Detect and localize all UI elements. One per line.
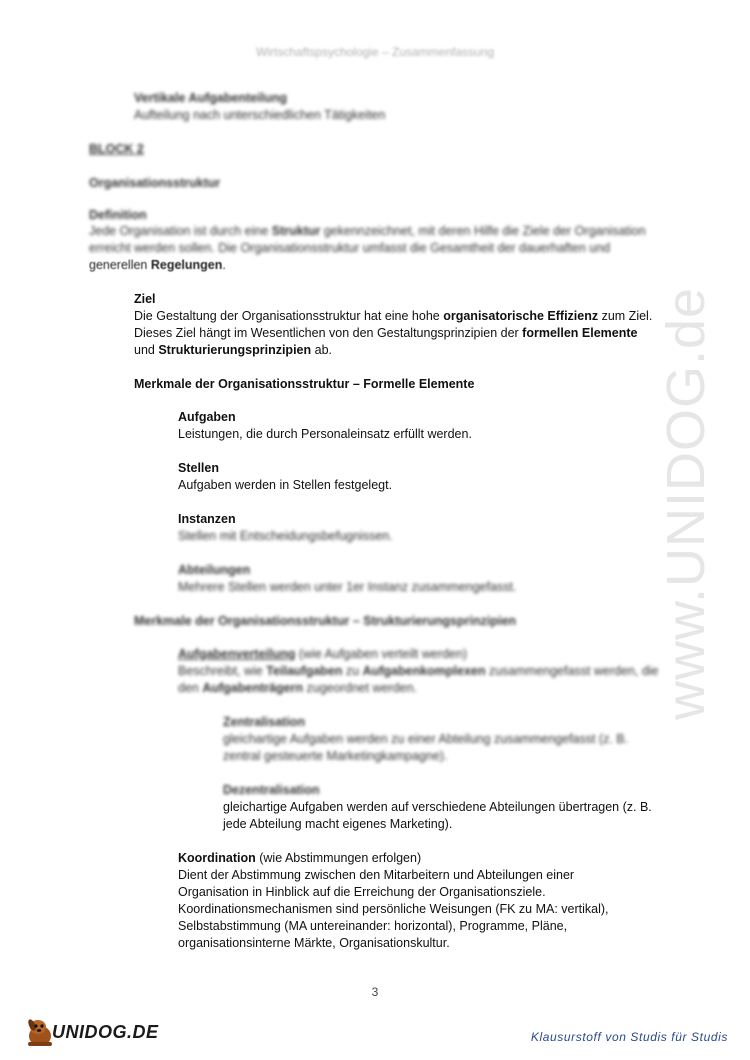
logo-text: UNIDOG.DE [52,1022,159,1042]
formell-heading: Merkmale der Organisationsstruktur – Formelle Elemente [134,377,475,391]
koordination-line-5: organisationsinterne Märkte, Organisationskultur. [178,936,450,950]
abteilungen-text: Mehrere Stellen werden unter 1er Instanz zusammengefasst. [178,580,517,594]
koordination-heading: Koordination (wie Abstimmungen erfolgen) [178,851,422,865]
definition-line-3: generellen Regelungen. [89,258,226,272]
aufgaben-text: Leistungen, die durch Personaleinsatz erfüllt werden. [178,427,472,441]
dezentralisation-line-2: jede Abteilung macht eigenes Marketing). [223,817,453,831]
instanzen-text: Stellen mit Entscheidungsbefugnissen. [178,529,393,543]
koordination-line-3: Koordinationsmechanismen sind persönliche Weisungen (FK zu MA: vertikal), [178,902,609,916]
org-heading: Organisationsstruktur [89,176,221,190]
zentralisation-line-1: gleichartige Aufgaben werden zu einer Abteilung zusammengefasst (z. B. [223,732,629,746]
aufgaben-heading: Aufgaben [178,410,236,424]
block-label: BLOCK 2 [89,142,144,156]
ziel-line-3: und Strukturierungsprinzipien ab. [134,343,332,357]
vertikal-text: Aufteilung nach unterschiedlichen Tätigkeiten [134,108,386,122]
koordination-line-2: Organisation in Hinblick auf die Erreichung der Organisationsziele. [178,885,546,899]
abteilungen-heading: Abteilungen [178,563,251,577]
aufgabenverteilung-line-2: den Aufgabenträgern zugeordnet werden. [178,681,418,695]
aufgabenverteilung-heading: Aufgabenverteilung (wie Aufgaben verteilt werden) [178,647,467,661]
page-number: 3 [371,985,379,999]
dezentralisation-heading: Dezentralisation [223,783,320,797]
ziel-line-2: Dieses Ziel hängt im Wesentlichen von den Gestaltungsprinzipien der formellen Elemente [134,326,638,340]
stellen-heading: Stellen [178,461,219,475]
zentralisation-line-2: zentral gesteuerte Marketingkampagne). [223,749,448,763]
footer-slogan: Klausurstoff von Studis für Studis [530,1030,728,1044]
strukt-heading: Merkmale der Organisationsstruktur – Strukturierungsprinzipien [134,614,517,628]
ziel-heading: Ziel [134,292,156,306]
definition-line-1: Jede Organisation ist durch eine Struktur gekennzeichnet, mit deren Hilfe die Ziele der Organisation [89,224,646,238]
aufgabenverteilung-line-1: Beschreibt, wie Teilaufgaben zu Aufgabenkomplexen zusammengefasst werden, die [178,664,659,678]
instanzen-heading: Instanzen [178,512,236,526]
zentralisation-heading: Zentralisation [223,715,305,729]
dezentralisation-line-1: gleichartige Aufgaben werden auf verschiedene Abteilungen übertragen (z. B. [223,800,652,814]
page-header: Wirtschaftspsychologie – Zusammenfassung [255,45,495,59]
koordination-line-4: Selbstabstimmung (MA untereinander: horizontal), Programme, Pläne, [178,919,568,933]
ziel-line-1: Die Gestaltung der Organisationsstruktur hat eine hohe organisatorische Effizienz zum Ziel. [134,309,653,323]
definition-line-2: erreicht werden sollen. Die Organisationsstruktur umfasst die Gesamtheit der dauerhaften und [89,241,611,255]
koordination-line-1: Dient der Abstimmung zwischen den Mitarbeitern und Abteilungen einer [178,868,575,882]
stellen-text: Aufgaben werden in Stellen festgelegt. [178,478,393,492]
vertikal-heading: Vertikale Aufgabenteilung [134,91,288,105]
definition-heading: Definition [89,208,147,222]
watermark: www.UNIDOG.de [656,286,716,720]
